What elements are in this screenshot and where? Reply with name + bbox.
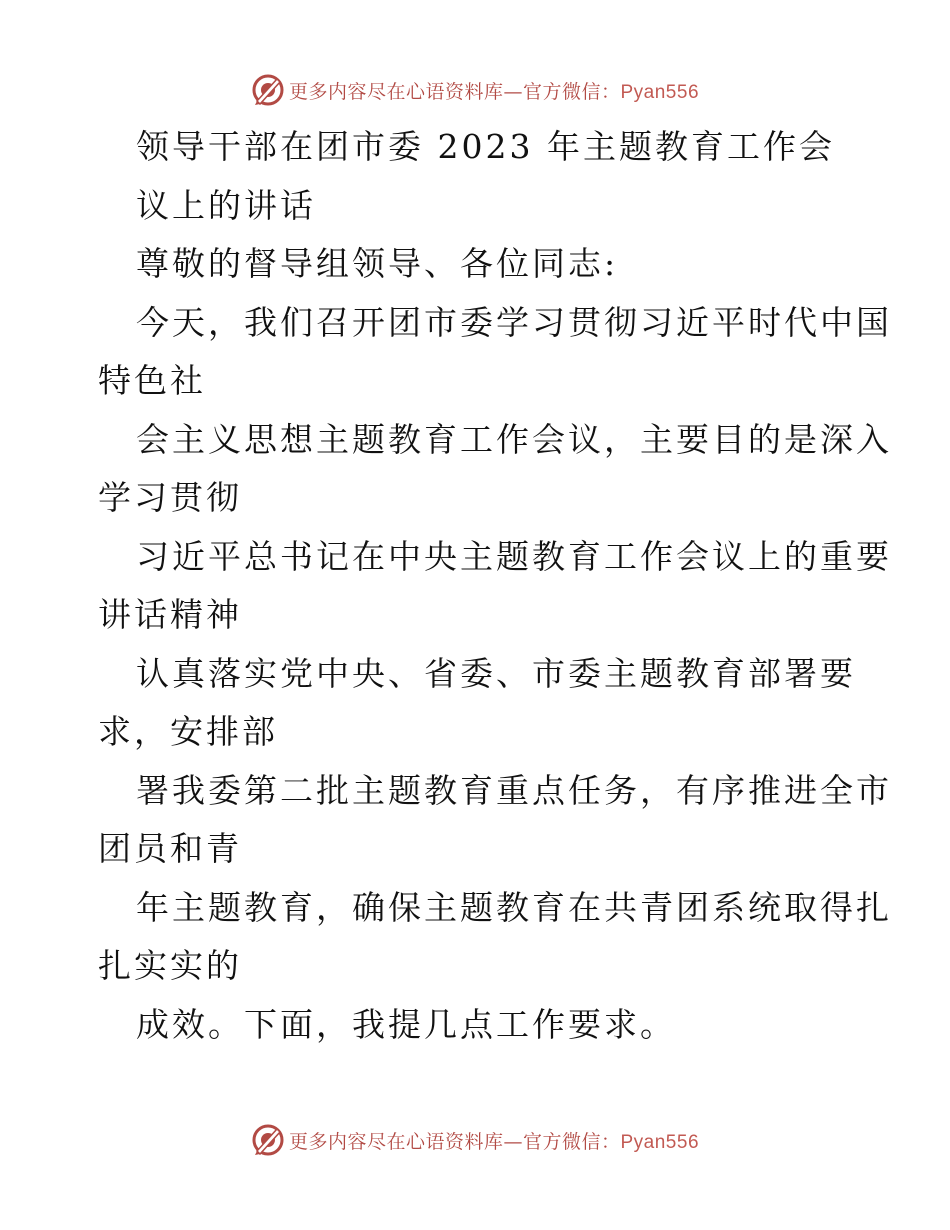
paragraph-line: 成效。下面，我提几点工作要求。 [136,1004,676,1044]
paragraph-line: 今天，我们召开团市委学习贯彻习近平时代中国 [136,302,892,342]
watermark-wechat-id: Pyan556 [620,1131,700,1153]
watermark-wechat-id: Pyan556 [620,81,700,103]
paragraph-line: 扎实实的 [98,946,242,985]
paragraph-line: 年主题教育，确保主题教育在共青团系统取得扎 [136,887,892,927]
paragraph-line: 求，安排部 [98,712,278,751]
paragraph-line: 学习贯彻 [98,478,242,517]
title-line-1: 领导干部在团市委 2023 年主题教育工作会 [136,127,835,166]
paragraph-line: 习近平总书记在中央主题教育工作会议上的重要 [136,536,892,576]
pen-logo-icon [251,1123,285,1157]
paragraph-line: 会主义思想主题教育工作会议，主要目的是深入 [136,419,892,459]
watermark-text: 更多内容尽在心语资料库—官方微信：Pyan556 [288,1130,700,1153]
paragraph-line: 特色社 [98,361,206,400]
header-watermark [0,70,950,110]
title-line-2: 议上的讲话 [136,185,316,225]
paragraph-line: 认真落实党中央、省委、市委主题教育部署要 [136,653,856,693]
pen-logo-icon [251,73,285,107]
document-body [98,118,892,1054]
paragraph-line: 讲话精神 [98,595,242,634]
salutation: 尊敬的督导组领导、各位同志: [136,244,619,283]
paragraph-line: 团员和青 [98,829,242,868]
footer-watermark [0,1120,950,1160]
paragraph-line: 署我委第二批主题教育重点任务，有序推进全市 [136,770,892,810]
watermark-text: 更多内容尽在心语资料库—官方微信：Pyan556 [288,80,700,103]
